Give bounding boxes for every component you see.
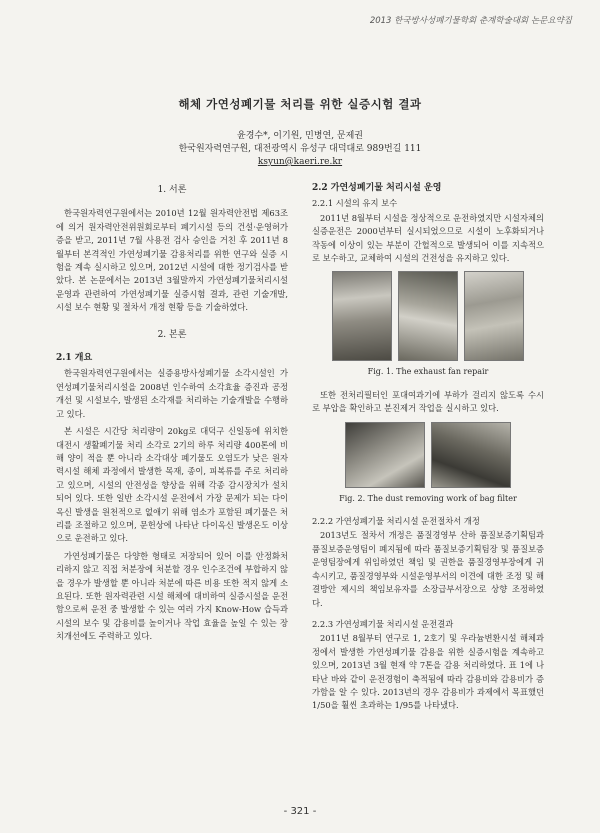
author-email[interactable]: ksyun@kaeri.re.kr: [257, 157, 343, 167]
figure-2-caption: Fig. 2. The dust removing work of bag filter: [339, 493, 517, 503]
section-heading-intro: 1. 서론: [157, 185, 187, 195]
maintenance-paragraph: 2011년 8월부터 시설을 정상적으로 운전하였지만 시설자체의 실증운전은 2000년부터 실시되었으므로 시설이 노후화되거나 작동에 이상이 있는 부분이 간헐적으로 발생되어 이를 지속적으로 보수하고, 교체하여 시설의 건전성을 유지하고 있다.: [312, 212, 544, 264]
figure-1: [312, 271, 544, 361]
exhaust-fan-photo-1: [332, 271, 392, 361]
procedure-paragraph: 2013년도 절차서 개정은 품질경영부 산하 품질보증기획팀과 품질보증운영팀이 폐지됨에 따라 품질보증기획팀장 및 품질보증운영팀장에게 위임하였던 책임 및 권한을 품질경영부장에게 귀속시키고, 품질경영부와 시설운영부서의 이견에 대한 조정 및 해결방안 제시의 책임보유자를 소장급부서장으로 상향 조정하였다.: [312, 530, 544, 608]
right-column: [312, 182, 544, 717]
section-heading-body: 2. 본론: [157, 329, 187, 340]
filter-paragraph: 또한 전처리필터인 포대여과기에 부하가 걸리지 않도록 수시로 부압을 확인하고 분진제거 작업을 실시하고 있다.: [312, 389, 544, 414]
figure-1-caption: Fig. 1. The exhaust fan repair: [367, 367, 489, 377]
left-column: [56, 182, 288, 648]
exhaust-fan-photo-2: [398, 271, 458, 361]
subsubsection-heading-maintenance: 2.2.1 시설의 유지 보수: [312, 198, 398, 209]
intro-paragraph: 한국원자력연구원에서는 2010년 12월 원자력안전법 제63조에 의거 원자력안전위원회로부터 폐기시설 등의 건설·운영허가증을 받고, 2011년 7월 사용전 검사 승인을 거친 후 2011년 8월부터 본격적인 가연성폐기물 감용처리를 위한 연구와 실증 시험을 계속 실시하고 있으며, 2012년 시설에 대한 정기검사를 받았다. 본 논문에서는 2013년 3월말까지 가연성폐기물처리시설 운영과 관련하여 가연성폐기물 실증시험 결과, 관련 기술개발, 시설 보수 현황 및 절차서 개정 현황 등을 기술하였다.: [56, 208, 288, 313]
subsection-heading-overview: 2.1 개요: [56, 353, 93, 364]
subsection-heading-operations: 2.2 가연성폐기물 처리시설 운영: [312, 183, 442, 193]
overview-paragraph-2: 본 시설은 시간당 처리량이 20kg로 대덕구 신일동에 위치한 대전시 생활폐기물 처리 소각로 2기의 하루 처리량 400톤에 비해 양이 적을 뿐 아니라 소각대상 폐기물도 오염도가 낮은 원자력시설 해체 과정에서 발생한 목재, 종이, 피복류를 주로 처리하고 있으며, 시설의 안전성을 향상을 위해 각종 감시장치가 설치되어 있다. 또한 일반 소각시설 운전에서 가장 문제가 되는 다이옥신 발생을 원천적으로 없애기 위해 염소가 포함된 폐기물은 처리를 조절하고 있으며, 문헌상에 나타난 다이옥신 발생온도 이상으로 운전하고 있다.: [56, 426, 288, 544]
paper-title: 해체 가연성폐기물 처리를 위한 실증시험 결과: [178, 97, 422, 111]
subsubsection-heading-results: 2.2.3 가연성폐기물 처리시설 운전결과: [312, 618, 454, 629]
subsubsection-heading-procedure: 2.2.2 가연성폐기물 처리시설 운전절차서 개정: [312, 516, 480, 527]
results-paragraph: 2011년 8월부터 연구로 1, 2호기 및 우라늄변환시설 해체과정에서 발생한 가연성폐기물 감용을 위한 실증시험을 계속하고 있으며, 2013년 3월 현재 약 7톤을 감용 처리하였다. 표 1에 나타난 바와 같이 운전경험이 축적됨에 따라 감용비와 감용비가 증가함을 알 수 있다. 2013년의 경우 감용비가 과제에서 목표했던 1/50을 훨씬 초과하는 1/95를 나타냈다.: [312, 633, 544, 711]
overview-paragraph-1: 한국원자력연구원에서는 실증용방사성폐기물 소각시설인 가연성폐기물처리시설을 2008년 인수하여 소각효율 증진과 공정개선 및 시설보수, 발생된 소각재를 처리하는 기술개발을 수행하고 있다.: [56, 368, 288, 419]
figure-2: [312, 422, 544, 488]
overview-paragraph-3: 가연성폐기물은 다양한 형태로 저장되어 있어 이를 안정화처리하지 않고 직접 처분장에 처분할 경우 인수조건에 부합하지 않을 경우가 발생할 뿐 아니라 처분에 따른 비용 또한 적지 않게 소요된다. 또한 원자력관련 시설 해체에 대비하여 실증시설을 운전함으로써 운전 중 발생할 수 있는 여러 가지 Know-How 습득과 시설의 보수 및 감용비를 높이거나 작업 효율을 높일 수 있는 장치개선에도 주력하고 있다.: [56, 550, 288, 642]
title-block: [0, 96, 600, 169]
page-number: - 321 -: [283, 806, 317, 817]
bag-filter-photo-2: [431, 422, 511, 488]
author-list: 윤경수*, 이기원, 민병연, 문제권: [237, 131, 363, 141]
affiliation: 한국원자력연구원, 대전광역시 유성구 대덕대로 989번길 111: [178, 144, 422, 154]
bag-filter-photo-1: [345, 422, 425, 488]
exhaust-fan-photo-3: [464, 271, 524, 361]
conference-header: 2013 한국방사성폐기물학회 춘계학술대회 논문요약집: [369, 16, 572, 26]
